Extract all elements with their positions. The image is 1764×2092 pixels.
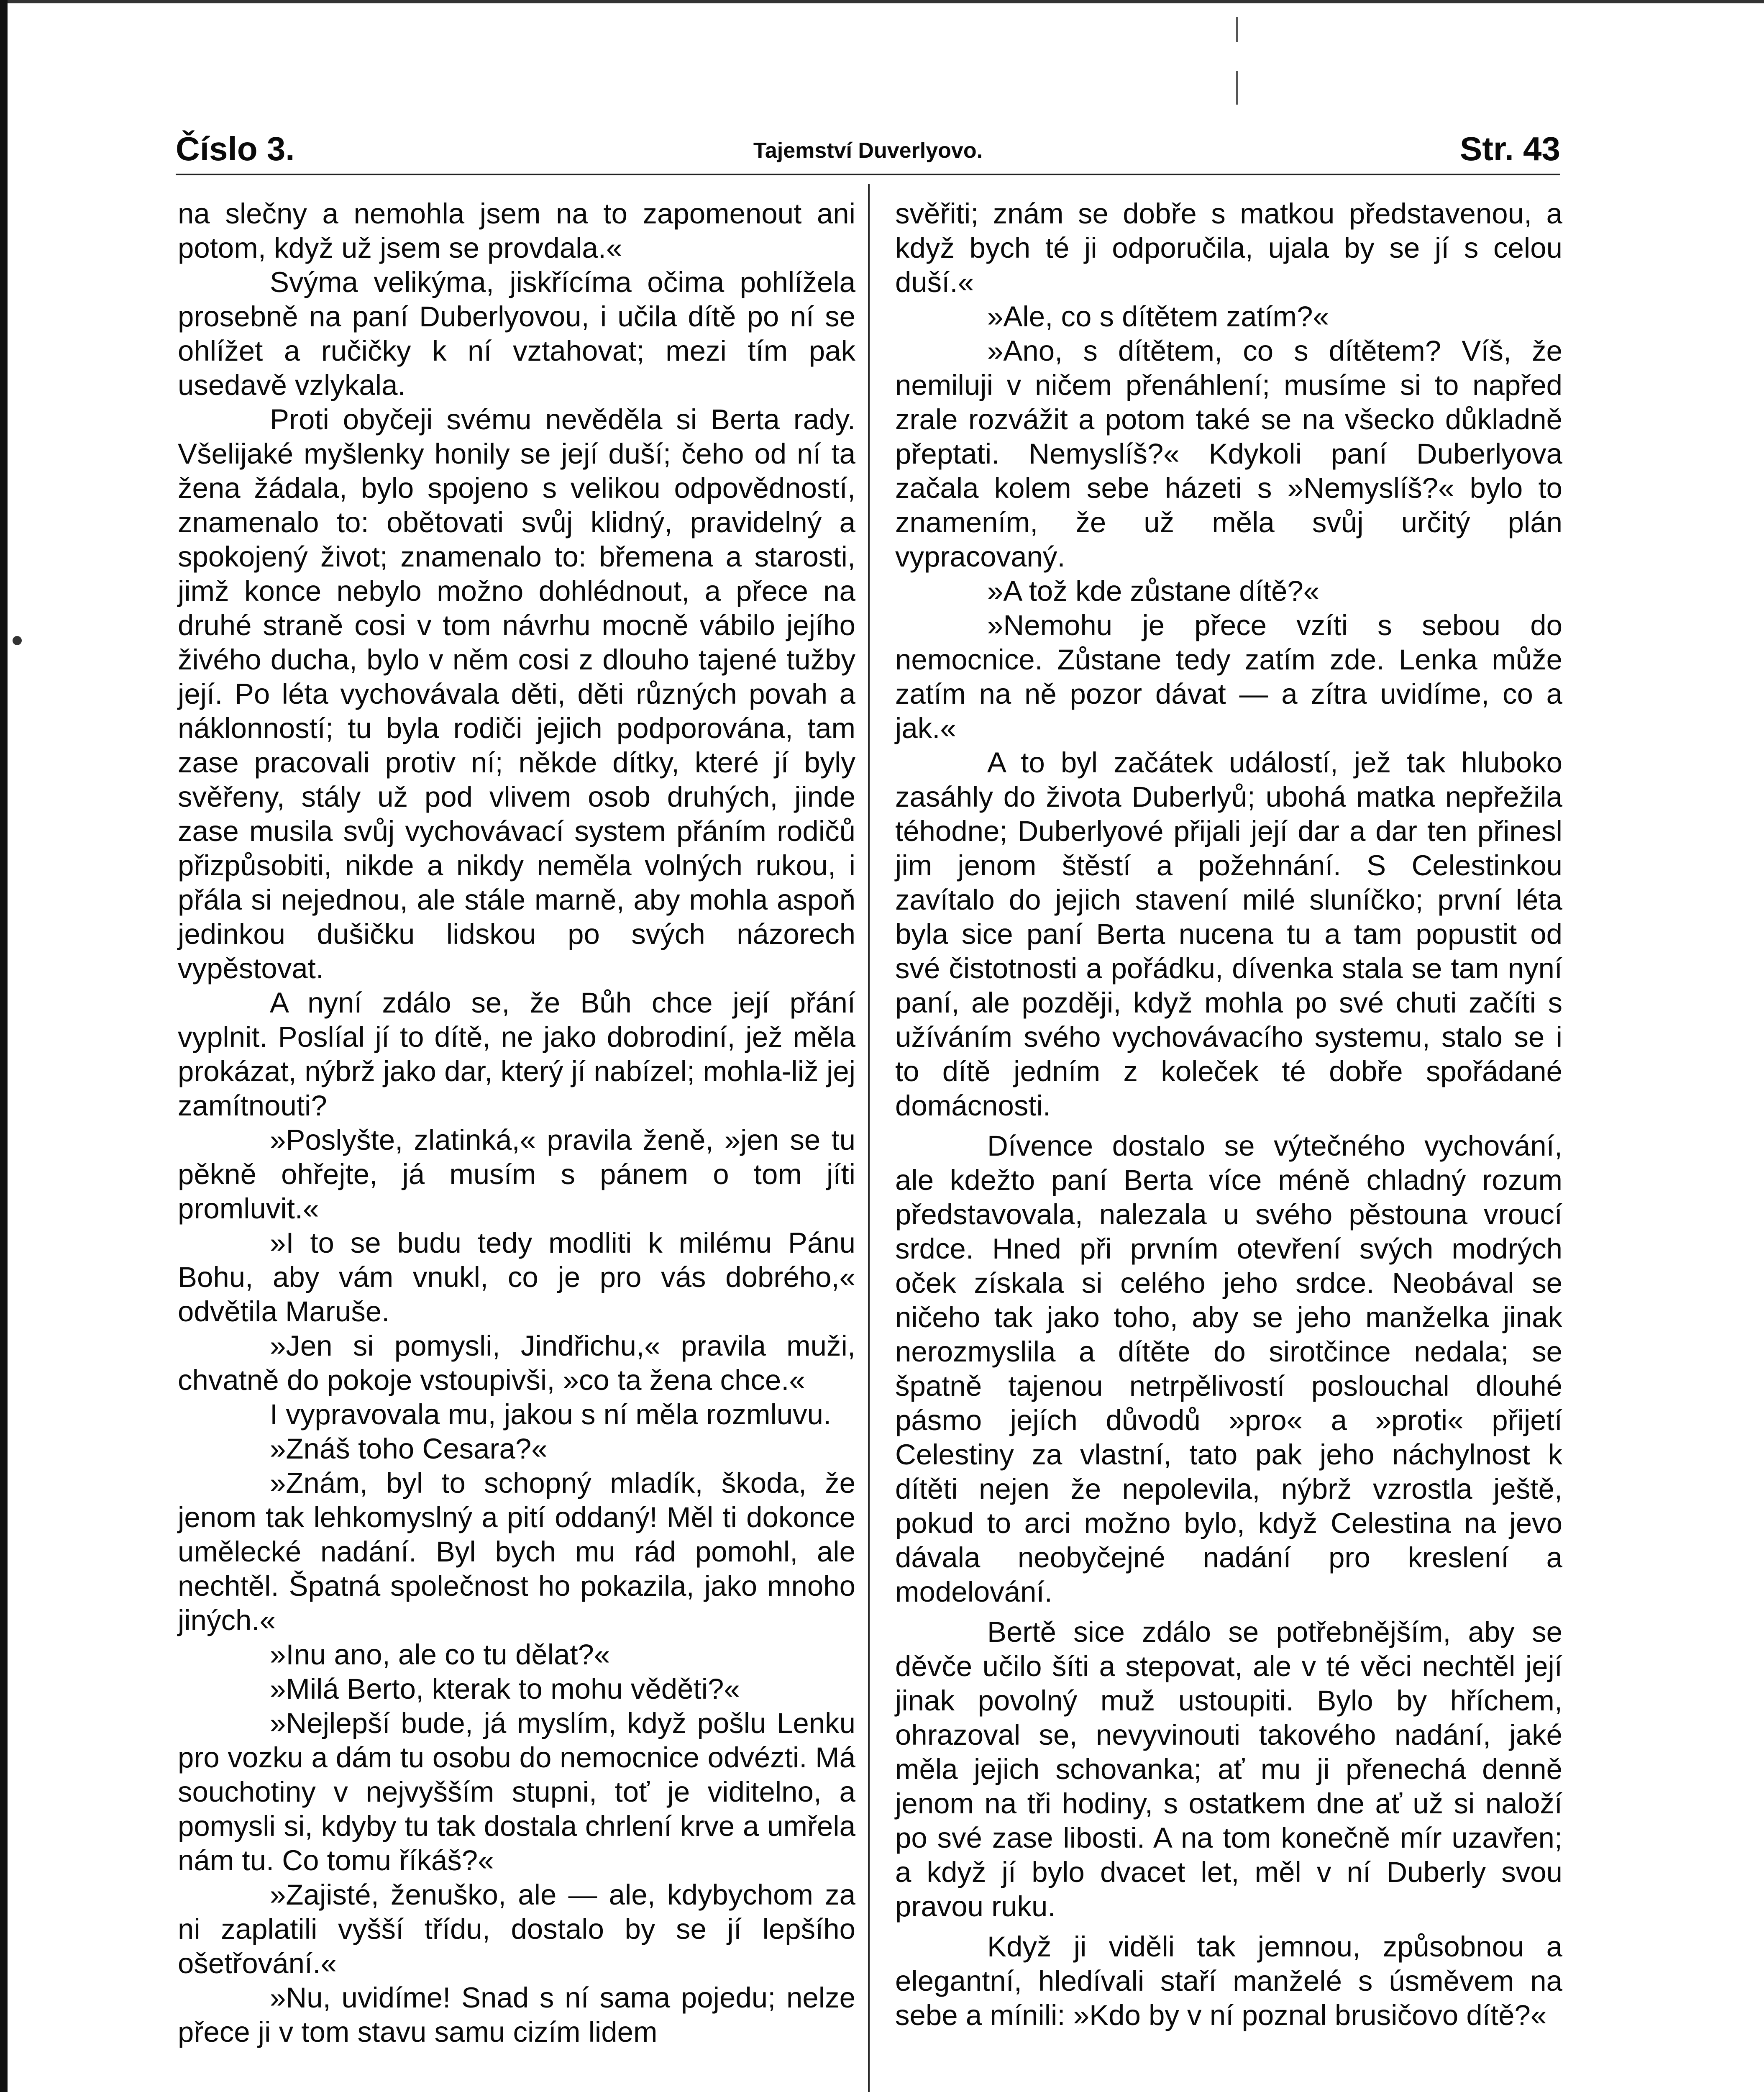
paragraph: »Nemohu je přece vzíti s sebou do nemocnice. Zůstane tedy zatím zde. Lenka může zatím na ně pozor dávat — a zítra uvidíme, co a jak.«: [895, 609, 1562, 744]
scan-mark: [1236, 71, 1238, 105]
paragraph: Svýma velikýma, jiskřícíma očima pohlížela prosebně na paní Duberlyovou, i učila dítě po ní se ohlížet a ručičky k ní vztahovat; mezi tím pak usedavě vzlykala.: [178, 266, 855, 401]
paragraph: Proti obyčeji svému nevěděla si Berta rady. Všelijaké myšlenky honily se její duší; čeho od ní ta žena žádala, bylo spojeno s velikou odpovědností, znamenalo to: obětovati svůj klidný, pravidelný a spokojený život; znamenalo to: břemena a starosti, jimž konce nebylo možno dohlédnout, a přece na druhé straně cosi v tom návrhu mocně vábilo jejího živého ducha, bylo v něm cosi z dlouho tajené tužby její. Po léta vychovávala děti, děti různých povah a náklonností; tu byla rodiči jejich podporována, tam zase pracovali protiv ní; někde dítky, které jí byly svěřeny, stály už pod vlivem osob druhých, jinde zase musila svůj vychovávací system přáním rodičů přizpůsobiti, nikde a nikdy neměla volných rukou, i přála si nejednou, ale stále marně, aby mohla aspoň jedinkou dušičku lidskou po svých názorech vypěstovat.: [178, 403, 855, 984]
paragraph: Dívence dostalo se výtečného vychování, ale kdežto paní Berta více méně chladný rozum představovala, nalezala u svého pěstouna vroucí srdce. Hned při prvním otevření svých modrých oček získala si celého jeho srdce. Neobával se ničeho tak jako toho, aby se jeho manželka jinak nerozmyslila a dítěte do sirotčince nedala; se špatně tajenou netrpělivostí poslouchal dlouhé pásmo jejích důvodů »pro« a »proti« přijetí Celestiny za vlastní, tato pak jeho náchylnost k dítěti nejen že nepolevila, nýbrž vzrostla ještě, pokud to arci možno bylo, když Celestina na jevo dávala neobyčejné nadání pro kreslení a modelování.: [895, 1130, 1562, 1608]
paragraph: »Znáš toho Cesara?«: [270, 1433, 548, 1465]
paragraph: »Poslyšte, zlatinká,« pravila ženě, »jen se tu pěkně ohřejte, já musím s pánem o tom jíti promluvit.«: [178, 1124, 855, 1225]
paragraph: »Ale, co s dítětem zatím?«: [987, 300, 1329, 333]
paragraph: na slečny a nemohla jsem na to zapomenout ani potom, když už jsem se provdala.«: [178, 197, 855, 264]
paragraph: A nyní zdálo se, že Bůh chce její přání vyplnit. Poslíal jí to dítě, ne jako dobrodiní, jež měla prokázat, nýbrž jako dar, který jí nabízel; mohla-liž jej zamítnouti?: [178, 987, 855, 1122]
paragraph: »Inu ano, ale co tu dělat?«: [270, 1638, 610, 1671]
paragraph: »Zajisté, ženuško, ale — ale, kdybychom za ni zaplatili vyšší třídu, dostalo by se jí lepšího ošetřování.«: [178, 1879, 855, 1979]
column-divider: [868, 184, 870, 2092]
running-header: [176, 126, 1560, 172]
left-column: [178, 197, 855, 2049]
paragraph: I vypravovala mu, jakou s ní měla rozmluvu.: [270, 1398, 832, 1431]
running-title: Tajemství Duverlyovo.: [753, 138, 983, 163]
paragraph: »Nejlepší bude, já myslím, když pošlu Lenku pro vozku a dám tu osobu do nemocnice odvézti. Má souchotiny v nejvyšším stupni, toť je viditelno, a pomysli si, kdyby tu tak dostala chrlení krve a umřela nám tu. Co tomu říkáš?«: [178, 1707, 855, 1877]
paragraph: »Nu, uvidíme! Snad s ní sama pojedu; nelze přece ji v tom stavu samu cizím lidem: [178, 1982, 855, 2048]
page-number: Str. 43: [1459, 130, 1560, 167]
paragraph: »Milá Berto, kterak to mohu věděti?«: [270, 1673, 740, 1705]
paragraph: A to byl začátek událostí, jež tak hluboko zasáhly do života Duberlyů; ubohá matka nepřežila téhodne; Duberlyové přijali její dar a dar ten přinesl jim jenom štěstí a požehnání. S Celestinkou zavítalo do jejich stavení milé sluníčko; první léta byla sice paní Berta nucena tu a tam popustit od své čistotnosti a pořádku, dívenka stala se tam nyní paní, ale později, když mohla po své chuti začíti s užíváním svého vychovávacího systemu, stalo se i to dítě jedním z koleček té dobře spořádané domácnosti.: [895, 746, 1562, 1122]
header-rule: [176, 174, 1560, 175]
paragraph: svěřiti; znám se dobře s matkou představenou, a když bych té ji odporučila, ujala by se jí s celou duší.«: [895, 197, 1562, 298]
paragraph: »Ano, s dítětem, co s dítětem? Víš, že nemiluji v ničem přenáhlení; musíme si to napřed zrale rozvážit a potom také se na všecko důkladně přeptati. Nemyslíš?« Kdykoli paní Duberlyova začala kolem sebe házeti s »Nemyslíš?« bylo to znamením, že už měla svůj určitý plán vypracovaný.: [895, 335, 1562, 573]
issue-number: Číslo 3.: [176, 130, 295, 167]
paragraph: »I to se budu tedy modliti k milému Pánu Bohu, aby vám vnukl, co je pro vás dobrého,« odvětila Maruše.: [178, 1227, 855, 1328]
paragraph: »Jen si pomysli, Jindřichu,« pravila muži, chvatně do pokoje vstoupivši, »co ta žena chce.«: [178, 1330, 855, 1396]
paragraph: »Znám, byl to schopný mladík, škoda, že jenom tak lehkomyslný a pití oddaný! Měl ti dokonce umělecké nadání. Byl bych mu rád pomohl, ale nechtěl. Špatná společnost ho pokazila, jako mnoho jiných.«: [178, 1467, 855, 1636]
page-left-edge: [0, 0, 8, 2092]
paragraph: »A tož kde zůstane dítě?«: [987, 575, 1320, 607]
scan-speck: [13, 636, 22, 645]
right-column: [895, 197, 1562, 2033]
scan-mark: [1236, 17, 1238, 42]
paragraph: Když ji viděli tak jemnou, způsobnou a elegantní, hledívali staří manželé s úsměvem na sebe a mínili: »Kdo by v ní poznal brusičovo dítě?«: [895, 1930, 1562, 2031]
paragraph: Bertě sice zdálo se potřebnějším, aby se děvče učilo šíti a stepovat, ale v té věci nechtěl její jinak povolný muž ustoupiti. Bylo by hříchem, ohrazoval se, nevyvinouti takového nadání, jaké měla jejich schovanka; ať mu ji přenechá denně jenom na tři hodiny, s ostatkem dne ať už si naloží po své zase libosti. A na tom konečně mír uzavřen; a když jí bylo dvacet let, měl v ní Duberly svou pravou ruku.: [895, 1616, 1562, 1923]
page-top-edge: [0, 0, 1764, 3]
